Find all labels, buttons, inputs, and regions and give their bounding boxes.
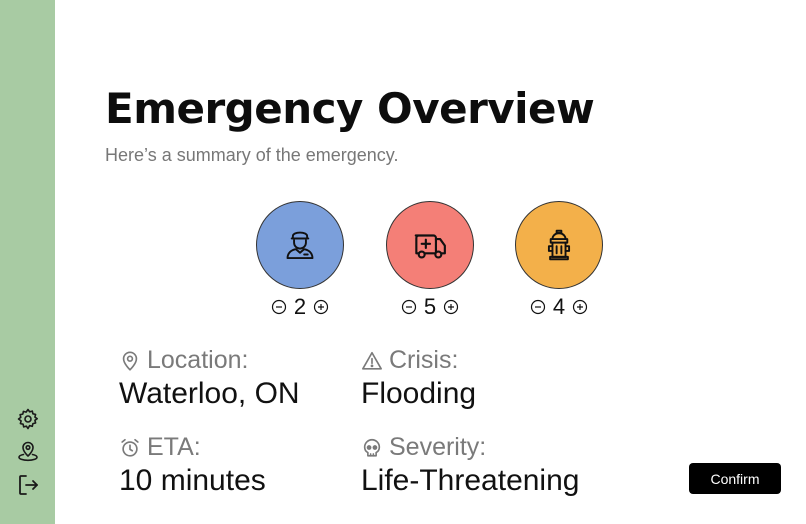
location-pin-icon [119,350,141,372]
severity-info [361,433,579,498]
page-subtitle: Here’s a summary of the emergency. [105,145,399,165]
location-info [119,346,300,411]
skull-icon [361,437,383,459]
fire-counter [515,294,603,320]
fire-circle [515,201,603,289]
ambulance-counter [386,294,474,320]
eta-label: ETA: [147,433,201,461]
severity-value: Life-Threatening [361,464,580,497]
fire-increment-button[interactable] [572,299,588,315]
police-counter [256,294,344,320]
police-circle [256,201,344,289]
unit-fire [515,201,603,321]
eta-value: 10 minutes [119,464,266,497]
map-pin-icon[interactable] [16,440,40,464]
police-increment-button[interactable] [313,299,329,315]
police-count: 2 [293,294,307,319]
fire-decrement-button[interactable] [530,299,546,315]
eta-info [119,433,266,498]
severity-label: Severity: [389,433,487,461]
ambulance-increment-button[interactable] [443,299,459,315]
location-label-row [119,346,300,375]
settings-gear-icon[interactable] [16,407,40,431]
location-label: Location: [147,346,249,374]
warning-icon [361,350,383,372]
fire-count: 4 [552,294,566,319]
crisis-label: Crisis: [389,346,459,374]
unit-ambulance [386,201,474,321]
ambulance-count: 5 [423,294,437,319]
confirm-button[interactable]: Confirm [689,463,781,494]
ambulance-circle [386,201,474,289]
police-decrement-button[interactable] [271,299,287,315]
ambulance-decrement-button[interactable] [401,299,417,315]
location-value: Waterloo, ON [119,377,300,410]
crisis-label-row [361,346,476,375]
unit-police [256,201,344,321]
ambulance-icon [411,226,449,264]
eta-label-row [119,433,266,462]
alarm-clock-icon [119,437,141,459]
sidebar [0,0,55,524]
crisis-value: Flooding [361,377,477,410]
crisis-info [361,346,476,411]
fire-hydrant-icon [540,226,578,264]
police-officer-icon [281,226,319,264]
logout-icon[interactable] [16,473,40,497]
page-title: Emergency Overview [105,84,595,133]
severity-label-row [361,433,579,462]
